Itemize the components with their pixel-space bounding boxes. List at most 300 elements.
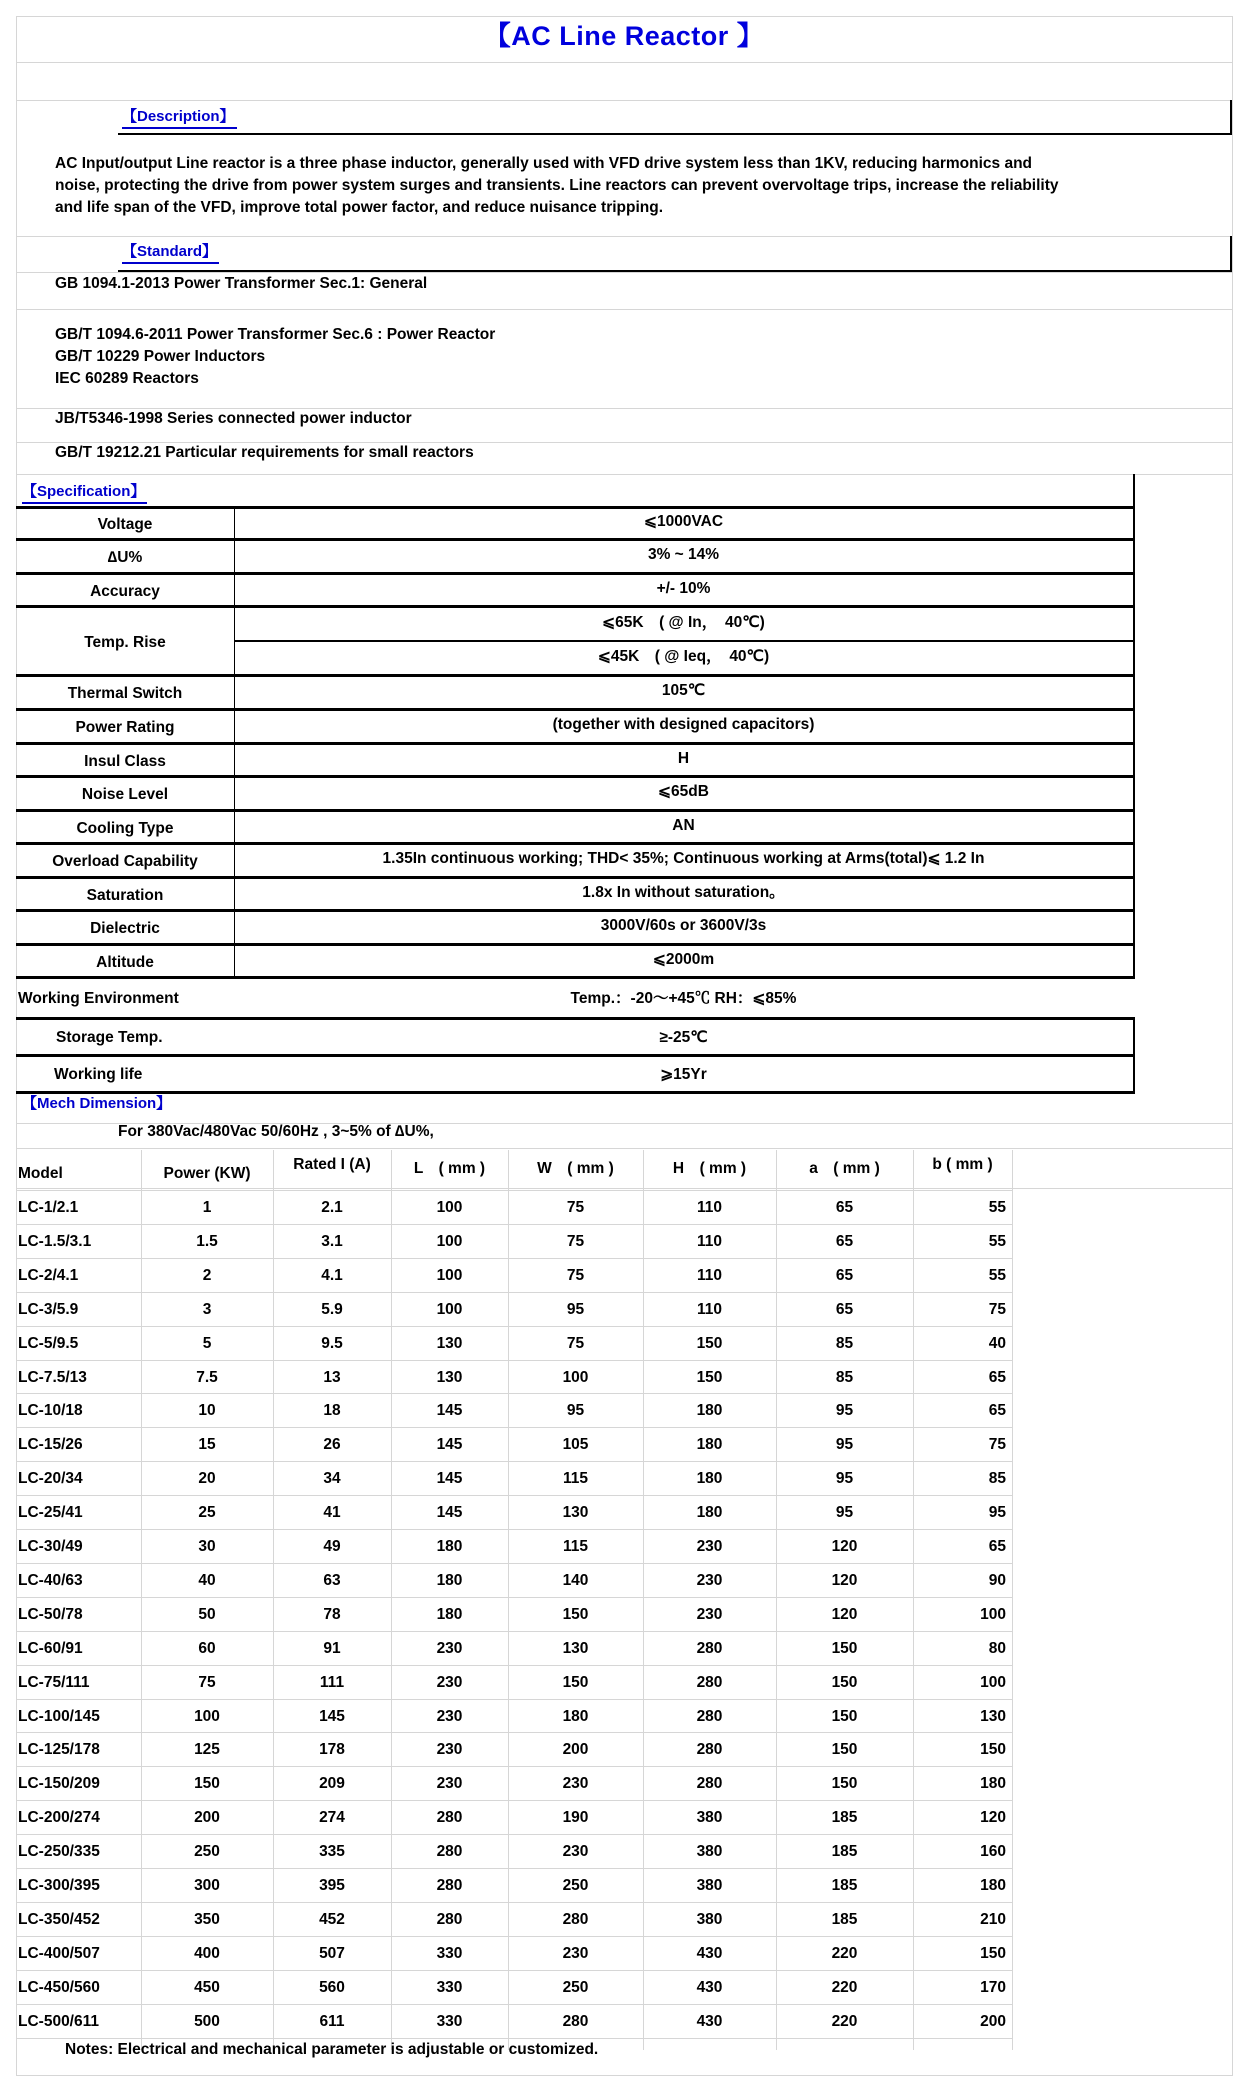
value-cell: 110: [696, 1300, 722, 1318]
spec-value: 105℃: [661, 682, 706, 699]
value-cell: 230: [562, 1775, 589, 1793]
value-cell: 100: [436, 1199, 463, 1216]
spec-row: [16, 946, 1133, 979]
col-border: [234, 677, 235, 711]
value-cell: 7.5: [196, 1368, 218, 1386]
spec-row: [16, 879, 1133, 912]
table-row: [16, 2004, 1012, 2038]
value-cell: 41: [323, 1504, 341, 1522]
value-cell: 10: [198, 1402, 216, 1420]
column-header: Rated I (A): [293, 1156, 371, 1173]
value-cell: 65: [988, 1538, 1006, 1555]
row-border: [16, 1665, 1012, 1666]
section-border: [1230, 236, 1232, 272]
model-cell: LC-250/335: [18, 1843, 100, 1861]
table-row: [16, 1461, 1012, 1495]
row-border: [16, 1091, 1133, 1094]
value-cell: 430: [696, 1978, 723, 1996]
value-cell: 100: [980, 1673, 1006, 1691]
table-row: [16, 1393, 1012, 1427]
grid-line: [16, 2075, 1232, 2076]
model-cell: LC-150/209: [18, 1775, 100, 1793]
value-cell: 100: [980, 1605, 1006, 1623]
column-header: b ( mm ): [932, 1156, 993, 1173]
col-border: [234, 912, 235, 946]
value-cell: 209: [319, 1775, 345, 1793]
spec-row: [16, 812, 1133, 845]
value-cell: 75: [988, 1300, 1006, 1318]
value-cell: 9.5: [321, 1334, 343, 1352]
grid-line: [16, 236, 1232, 237]
value-cell: 230: [562, 1944, 589, 1962]
value-cell: 25: [198, 1504, 216, 1522]
value-cell: 180: [696, 1470, 723, 1488]
row-border: [16, 1190, 1012, 1191]
value-cell: 220: [831, 2012, 858, 2030]
value-cell: 90: [988, 1571, 1006, 1589]
value-cell: 130: [980, 1707, 1006, 1725]
value-cell: 280: [562, 1910, 589, 1928]
value-cell: 330: [436, 1978, 463, 1996]
spec-value: +/- 10%: [656, 579, 711, 597]
value-cell: 230: [436, 1775, 463, 1793]
value-cell: 5: [202, 1334, 212, 1352]
spec-label: Power Rating: [75, 719, 175, 736]
standard-item: GB/T 10229 Power Inductors: [55, 348, 266, 365]
row-border: [16, 1461, 1012, 1462]
grid-line: [16, 1188, 1232, 1189]
col-border: [234, 541, 235, 575]
row-border: [16, 2038, 1012, 2039]
value-cell: 115: [562, 1470, 588, 1488]
model-cell: LC-30/49: [18, 1538, 83, 1555]
spec-value: ⩽65K ( @ In， 40℃): [602, 614, 765, 631]
value-cell: 150: [831, 1741, 858, 1759]
table-row: [16, 1326, 1012, 1360]
value-cell: 3: [202, 1300, 212, 1318]
value-cell: 63: [323, 1571, 341, 1589]
spec-row: [16, 1057, 1133, 1094]
column-header: Power (KW): [163, 1165, 251, 1182]
value-cell: 75: [566, 1199, 585, 1216]
row-border: [16, 1292, 1012, 1293]
column-header: a ( mm ): [809, 1160, 880, 1177]
value-cell: 210: [980, 1910, 1006, 1928]
value-cell: 230: [436, 1673, 463, 1691]
spec-row: [16, 745, 1133, 778]
value-cell: 500: [194, 2012, 220, 2030]
table-border: [16, 1017, 1133, 1020]
value-cell: 200: [194, 1809, 220, 1827]
table-row: [16, 1699, 1012, 1733]
value-cell: 2: [202, 1266, 212, 1284]
col-border: [1012, 1150, 1013, 2050]
value-cell: 150: [980, 1944, 1006, 1962]
col-border: [234, 845, 235, 879]
grid-line: [16, 309, 1232, 310]
value-cell: 180: [696, 1402, 723, 1420]
table-row: [16, 1529, 1012, 1563]
row-border: [16, 1902, 1012, 1903]
value-cell: 15: [198, 1436, 216, 1454]
model-cell: LC-15/26: [18, 1436, 83, 1454]
model-cell: LC-350/452: [18, 1910, 100, 1928]
standard-item: JB/T5346-1998 Series connected power inductor: [55, 410, 412, 427]
value-cell: 65: [835, 1232, 854, 1250]
value-cell: 330: [436, 2012, 463, 2030]
value-cell: 65: [835, 1199, 854, 1216]
row-border: [16, 1258, 1012, 1259]
value-cell: 180: [980, 1775, 1006, 1793]
value-cell: 95: [835, 1402, 854, 1420]
value-cell: 100: [194, 1707, 220, 1725]
value-cell: 75: [566, 1232, 585, 1250]
value-cell: 110: [696, 1266, 722, 1284]
spec-value: (together with designed capacitors): [552, 716, 815, 733]
col-border: [234, 509, 235, 541]
model-cell: LC-1/2.1: [18, 1199, 79, 1216]
col-border: [234, 711, 235, 745]
value-cell: 280: [696, 1775, 723, 1793]
table-row: [16, 1800, 1012, 1834]
col-border: [234, 812, 235, 845]
value-cell: 91: [323, 1639, 341, 1657]
value-cell: 280: [696, 1673, 723, 1691]
value-cell: 100: [436, 1266, 463, 1284]
value-cell: 220: [831, 1978, 858, 1996]
spec-value: ≥-25℃: [659, 1028, 708, 1046]
table-row: [16, 1258, 1012, 1292]
value-cell: 280: [696, 1707, 723, 1725]
column-header: L ( mm ): [413, 1160, 486, 1177]
table-row: [16, 1732, 1012, 1766]
value-cell: 85: [988, 1470, 1006, 1488]
value-cell: 65: [835, 1300, 854, 1318]
value-cell: 230: [696, 1571, 723, 1589]
value-cell: 150: [696, 1368, 723, 1386]
value-cell: 150: [562, 1605, 589, 1623]
value-cell: 280: [436, 1877, 463, 1894]
value-cell: 507: [319, 1944, 345, 1962]
value-cell: 611: [319, 2012, 345, 2030]
value-cell: 180: [562, 1707, 589, 1725]
spec-value: ⩽45K ( @ Ieq， 40℃): [597, 648, 770, 665]
value-cell: 150: [980, 1741, 1006, 1759]
row-border: [16, 1597, 1012, 1598]
spec-value: Temp.：-20～+45℃ RH：⩽85%: [570, 990, 797, 1007]
table-row: [16, 1766, 1012, 1800]
page-title: 【AC Line Reactor 】: [483, 21, 765, 51]
table-row: [16, 1631, 1012, 1665]
value-cell: 30: [198, 1538, 216, 1555]
value-cell: 430: [696, 1944, 723, 1962]
spec-label: Temp. Rise: [84, 633, 166, 651]
table-row: [16, 1936, 1012, 1970]
col-border: [234, 946, 235, 979]
grid-line: [1232, 16, 1233, 2076]
table-row: [16, 1902, 1012, 1936]
value-cell: 230: [436, 1741, 463, 1759]
spec-label: Saturation: [86, 886, 164, 904]
row-border: [16, 2004, 1012, 2005]
value-cell: 95: [835, 1436, 854, 1454]
value-cell: 280: [562, 2012, 589, 2030]
col-border: [234, 745, 235, 778]
table-row: [16, 1427, 1012, 1461]
value-cell: 145: [436, 1402, 463, 1420]
spec-value: 3000V/60s or 3600V/3s: [600, 917, 767, 934]
model-cell: LC-125/178: [18, 1741, 100, 1759]
value-cell: 160: [980, 1843, 1006, 1861]
value-cell: 65: [835, 1266, 854, 1284]
value-cell: 190: [562, 1809, 589, 1827]
row-border: [16, 1766, 1012, 1767]
spec-value: ⩽65dB: [658, 783, 709, 800]
value-cell: 180: [436, 1605, 463, 1623]
spec-value: ⩾15Yr: [660, 1065, 707, 1083]
value-cell: 85: [835, 1334, 854, 1352]
col-border: [234, 879, 235, 912]
value-cell: 95: [835, 1504, 854, 1522]
value-cell: 75: [566, 1334, 585, 1352]
spec-label: Cooling Type: [76, 819, 174, 837]
value-cell: 49: [323, 1538, 341, 1555]
spec-row: [16, 575, 1133, 608]
value-cell: 380: [696, 1877, 723, 1894]
value-cell: 100: [436, 1232, 463, 1250]
spec-row: [16, 541, 1133, 575]
spec-value: AN: [672, 816, 695, 834]
value-cell: 95: [566, 1300, 585, 1318]
spec-label: Storage Temp.: [56, 1028, 163, 1046]
row-border: [16, 1326, 1012, 1327]
value-cell: 280: [436, 1843, 463, 1861]
value-cell: 180: [980, 1877, 1006, 1894]
value-cell: 105: [562, 1436, 589, 1454]
value-cell: 274: [319, 1809, 345, 1827]
model-cell: LC-400/507: [18, 1944, 100, 1962]
col-border: [234, 608, 235, 677]
description-text: AC Input/output Line reactor is a three phase inductor, generally used with VFD drive system less than 1KV, reducing harmonics and noise, protecting the drive from power system surges and transients. Line reactors can prevent overvoltage trips, increase the reliability and life span of the VFD, improve total power factor, and reduce nuisance tripping.: [55, 155, 1059, 216]
model-cell: LC-200/274: [18, 1809, 100, 1827]
model-cell: LC-2/4.1: [18, 1266, 79, 1284]
section-mech-heading: 【Mech Dimension】: [22, 1095, 172, 1112]
value-cell: 55: [988, 1232, 1006, 1250]
row-border: [16, 1495, 1012, 1496]
value-cell: 95: [566, 1402, 585, 1420]
value-cell: 2.1: [321, 1199, 343, 1216]
spec-row: [16, 778, 1133, 812]
value-cell: 130: [562, 1639, 589, 1657]
table-row: [16, 1360, 1012, 1394]
value-cell: 145: [436, 1470, 463, 1488]
row-border: [16, 1732, 1012, 1733]
model-cell: LC-75/111: [18, 1673, 90, 1691]
spec-row: [16, 845, 1133, 879]
spec-row: [16, 979, 1133, 1020]
mech-subtitle: For 380Vac/480Vac 50/60Hz , 3~5% of ∆U%,: [118, 1123, 434, 1140]
spec-label: Thermal Switch: [67, 685, 183, 702]
spec-label: Overload Capability: [52, 853, 198, 870]
model-cell: LC-60/91: [18, 1639, 83, 1657]
row-border: [16, 1936, 1012, 1937]
value-cell: 1.5: [196, 1232, 218, 1250]
model-cell: LC-5/9.5: [18, 1334, 79, 1352]
table-border: [1133, 474, 1135, 979]
spec-label: Dielectric: [90, 920, 160, 937]
value-cell: 50: [198, 1605, 216, 1623]
value-cell: 115: [562, 1538, 588, 1555]
spec-row: [16, 711, 1133, 745]
value-cell: 150: [194, 1775, 220, 1793]
section-border: [118, 133, 1232, 135]
value-cell: 170: [980, 1978, 1006, 1996]
spec-value: H: [677, 749, 690, 767]
table-border: [16, 506, 1133, 509]
table-border: [1133, 1017, 1135, 1094]
model-cell: LC-40/63: [18, 1571, 83, 1589]
value-cell: 75: [198, 1673, 216, 1691]
value-cell: 200: [980, 2012, 1006, 2030]
value-cell: 13: [323, 1368, 341, 1386]
spec-label: Accuracy: [90, 582, 160, 600]
value-cell: 40: [988, 1334, 1006, 1352]
value-cell: 280: [436, 1910, 463, 1928]
grid-line: [16, 62, 1232, 63]
value-cell: 40: [198, 1571, 216, 1589]
row-border: [16, 1427, 1012, 1428]
model-cell: LC-1.5/3.1: [18, 1232, 92, 1250]
value-cell: 145: [436, 1504, 463, 1522]
value-cell: 395: [319, 1877, 345, 1894]
row-border: [16, 1563, 1012, 1564]
value-cell: 250: [562, 1877, 589, 1894]
value-cell: 120: [831, 1571, 858, 1589]
model-cell: LC-3/5.9: [18, 1300, 79, 1318]
value-cell: 75: [988, 1436, 1006, 1454]
value-cell: 130: [562, 1504, 589, 1522]
value-cell: 111: [319, 1673, 345, 1691]
spec-row: [16, 912, 1133, 946]
table-row: [16, 1563, 1012, 1597]
value-cell: 80: [988, 1639, 1006, 1657]
value-cell: 120: [980, 1809, 1006, 1827]
table-row: [16, 1834, 1012, 1868]
value-cell: 280: [436, 1809, 463, 1827]
table-row: [16, 1224, 1012, 1258]
spec-label: Voltage: [97, 516, 153, 533]
value-cell: 185: [831, 1910, 858, 1928]
value-cell: 230: [696, 1538, 723, 1555]
value-cell: 60: [198, 1639, 216, 1657]
section-border: [118, 270, 1232, 272]
value-cell: 125: [194, 1741, 220, 1759]
spec-row: [16, 677, 1133, 711]
column-header: W ( mm ): [537, 1160, 614, 1177]
value-cell: 100: [562, 1368, 589, 1386]
value-cell: 130: [436, 1334, 463, 1352]
spec-label: Altitude: [96, 953, 154, 971]
value-cell: 335: [319, 1843, 345, 1861]
model-cell: LC-100/145: [18, 1707, 100, 1725]
value-cell: 150: [831, 1775, 858, 1793]
spec-label: Insul Class: [84, 752, 166, 770]
standard-item: GB/T 19212.21 Particular requirements for small reactors: [55, 444, 474, 461]
value-cell: 300: [194, 1877, 220, 1894]
table-row: [16, 1597, 1012, 1631]
value-cell: 180: [696, 1436, 723, 1454]
row-border: [16, 1529, 1012, 1530]
row-border: [16, 1631, 1012, 1632]
value-cell: 65: [988, 1368, 1006, 1386]
spec-row: [16, 1020, 1133, 1057]
value-cell: 150: [831, 1639, 858, 1657]
value-cell: 380: [696, 1843, 723, 1861]
value-cell: 100: [436, 1300, 463, 1318]
spec-row: [16, 509, 1133, 541]
spec-value: ⩽2000m: [652, 950, 715, 968]
value-cell: 18: [323, 1402, 341, 1420]
section-standard-heading: 【Standard】: [122, 243, 219, 264]
row-border: [16, 1834, 1012, 1835]
column-header: H ( mm ): [672, 1160, 747, 1177]
value-cell: 95: [988, 1504, 1006, 1522]
value-cell: 185: [831, 1809, 858, 1827]
table-row: [16, 1970, 1012, 2004]
value-cell: 178: [319, 1741, 345, 1759]
row-border: [234, 640, 1133, 642]
value-cell: 34: [323, 1470, 341, 1488]
value-cell: 26: [323, 1436, 341, 1454]
value-cell: 330: [436, 1944, 463, 1962]
table-row: [16, 1868, 1012, 1902]
value-cell: 280: [696, 1639, 723, 1657]
value-cell: 185: [831, 1877, 858, 1894]
value-cell: 180: [696, 1504, 723, 1522]
spec-label: ∆U%: [107, 549, 143, 566]
value-cell: 120: [831, 1605, 858, 1623]
spec-value: 1.8x In without saturation。: [582, 883, 785, 901]
model-cell: LC-20/34: [18, 1470, 83, 1488]
standard-item: IEC 60289 Reactors: [55, 370, 199, 387]
model-cell: LC-10/18: [18, 1402, 83, 1420]
table-row: [16, 1292, 1012, 1326]
value-cell: 250: [562, 1978, 589, 1996]
spec-value: 3% ~ 14%: [647, 546, 720, 563]
value-cell: 380: [696, 1809, 723, 1827]
model-cell: LC-300/395: [18, 1877, 100, 1894]
value-cell: 150: [831, 1707, 858, 1725]
value-cell: 1: [202, 1199, 212, 1216]
spec-value: ⩽1000VAC: [643, 513, 724, 530]
spec-label: Working Environment: [18, 990, 179, 1007]
value-cell: 110: [696, 1232, 722, 1250]
model-cell: LC-450/560: [18, 1978, 100, 1996]
value-cell: 185: [831, 1843, 858, 1861]
value-cell: 200: [562, 1741, 589, 1759]
grid-line: [16, 474, 1232, 475]
row-border: [16, 1699, 1012, 1700]
col-border: [234, 575, 235, 608]
value-cell: 220: [831, 1944, 858, 1962]
row-border: [16, 1393, 1012, 1394]
notes-text: Notes: Electrical and mechanical parameter is adjustable or customized.: [65, 2041, 599, 2058]
value-cell: 230: [696, 1605, 723, 1623]
model-cell: LC-50/78: [18, 1605, 83, 1623]
value-cell: 230: [436, 1639, 463, 1657]
spec-label: Noise Level: [81, 786, 169, 803]
table-row: [16, 1495, 1012, 1529]
